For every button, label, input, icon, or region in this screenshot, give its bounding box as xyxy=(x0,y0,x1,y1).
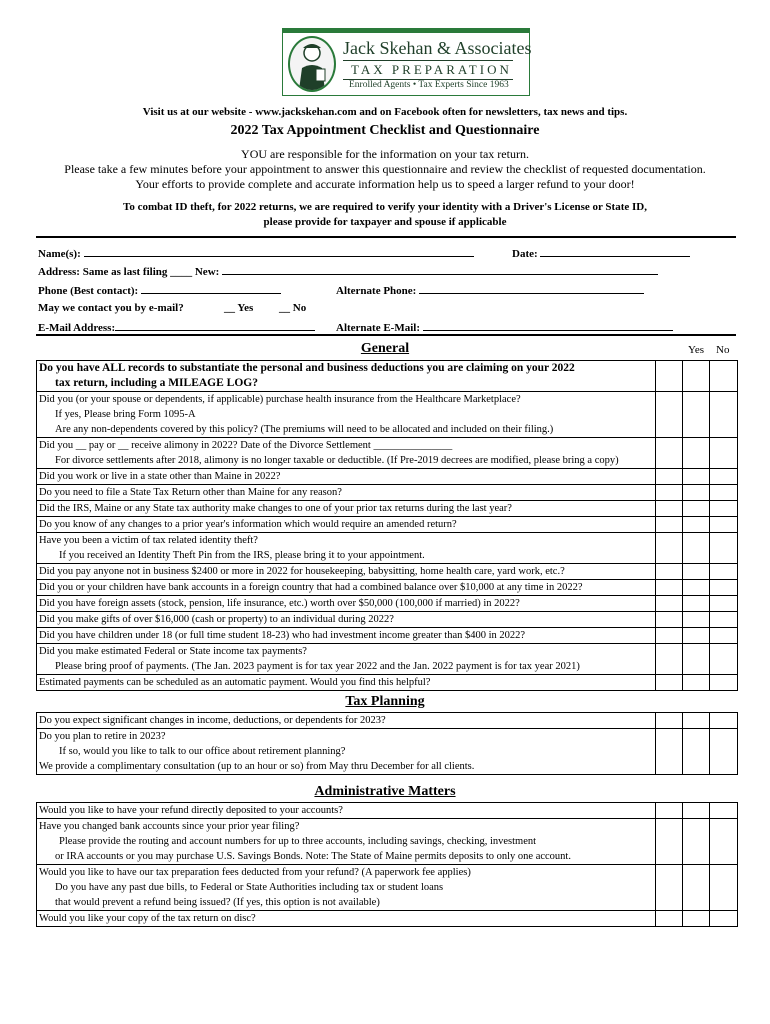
yes-checkbox[interactable] xyxy=(656,501,683,516)
email-yes-option[interactable]: __ Yes xyxy=(224,302,254,314)
question-text: Please provide the routing and account numbers for up to three accounts, including savings, checking, investment xyxy=(59,836,537,847)
question-text: Would you like your copy of the tax return on disc? xyxy=(39,913,256,924)
answer-boxes xyxy=(655,533,710,563)
question-row xyxy=(37,611,737,627)
answer-boxes xyxy=(655,392,710,437)
question-text: Would you like to have your refund directly deposited to your accounts? xyxy=(39,805,343,816)
general-table xyxy=(36,360,738,691)
date-field[interactable] xyxy=(540,246,690,257)
yes-column-header: Yes xyxy=(688,344,705,356)
section-title-admin: Administrative Matters xyxy=(314,784,456,799)
logo-rule xyxy=(343,60,513,61)
yes-checkbox[interactable] xyxy=(656,729,683,774)
answer-boxes xyxy=(655,501,710,516)
answer-boxes xyxy=(655,675,710,690)
names-label: Name(s): xyxy=(38,248,81,260)
question-text: Do you have any past due bills, to Federal or State Authorities including tax or student loans xyxy=(55,882,444,893)
yes-checkbox[interactable] xyxy=(656,628,683,643)
answer-boxes xyxy=(655,865,710,910)
website-line: Visit us at our website - www.jackskehan.com and on Facebook often for newsletters, tax news and tips. xyxy=(142,106,628,118)
email-question: May we contact you by e-mail? xyxy=(38,302,184,314)
question-text: Did you __ pay or __ receive alimony in 2022? Date of the Divorce Settlement _______________ xyxy=(39,440,453,451)
answer-boxes xyxy=(655,361,710,391)
answer-boxes xyxy=(655,485,710,500)
answer-boxes xyxy=(655,438,710,468)
question-text: that would prevent a refund being issued? (If yes, this option is not available) xyxy=(55,897,380,908)
question-text: Did you make gifts of over $16,000 (cash or property) to an individual during 2022? xyxy=(39,614,394,625)
intro-line: Please take a few minutes before your appointment to answer this questionnaire and review the checklist of requested documentation. xyxy=(64,162,706,176)
section-title-planning: Tax Planning xyxy=(345,694,425,709)
no-checkbox[interactable] xyxy=(683,438,710,468)
question-row xyxy=(37,361,737,391)
question-text: If yes, Please bring Form 1095-A xyxy=(55,409,196,420)
no-checkbox[interactable] xyxy=(683,865,710,910)
intro-line: Your efforts to provide complete and accurate information help us to speed a larger refund to your door! xyxy=(135,177,635,191)
answer-boxes xyxy=(655,517,710,532)
question-text: Have you been a victim of tax related identity theft? xyxy=(39,535,258,546)
answer-boxes xyxy=(655,803,710,818)
firm-name: Jack Skehan & Associates xyxy=(343,38,532,58)
question-text: Did the IRS, Maine or any State tax authority make changes to one of your prior tax returns during the last year? xyxy=(39,503,512,514)
question-text: If you received an Identity Theft Pin from the IRS, please bring it to your appointment. xyxy=(59,550,425,561)
question-row xyxy=(37,500,737,516)
answer-boxes xyxy=(655,911,710,926)
email-label: E-Mail Address: xyxy=(38,322,116,334)
no-checkbox[interactable] xyxy=(683,392,710,437)
logo-band xyxy=(283,29,529,33)
yes-checkbox[interactable] xyxy=(656,675,683,690)
question-row xyxy=(37,864,737,910)
question-row xyxy=(37,595,737,611)
question-row xyxy=(37,532,737,563)
question-text: Do you expect significant changes in income, deductions, or dependents for 2023? xyxy=(39,715,386,726)
yes-checkbox[interactable] xyxy=(656,612,683,627)
answer-boxes xyxy=(655,628,710,643)
no-checkbox[interactable] xyxy=(683,729,710,774)
question-text: tax return, including a MILEAGE LOG? xyxy=(55,377,258,389)
answer-boxes xyxy=(655,612,710,627)
question-text: Do you know of any changes to a prior year's information which would require an amended return? xyxy=(39,519,457,530)
question-row xyxy=(37,391,737,437)
question-text: Did you pay anyone not in business $2400 or more in 2022 for housekeeping, babysitting, home health care, yard work, etc.? xyxy=(39,566,565,577)
logo-figure-icon xyxy=(288,36,336,92)
address-label: Address: Same as last filing ____ New: xyxy=(38,266,220,278)
answer-boxes xyxy=(655,729,710,774)
no-checkbox[interactable] xyxy=(683,911,710,926)
no-checkbox[interactable] xyxy=(683,803,710,818)
question-row xyxy=(37,674,737,690)
question-text: Do you have ALL records to substantiate the personal and business deductions you are claiming on your 2022 xyxy=(39,362,575,374)
no-checkbox[interactable] xyxy=(683,628,710,643)
yes-checkbox[interactable] xyxy=(656,644,683,674)
question-text: Please bring proof of payments. (The Jan. 2023 payment is for tax year 2022 and the Jan. 2022 payment is for tax year 2021) xyxy=(55,661,580,672)
question-text: Did you have foreign assets (stock, pension, life insurance, etc.) worth over $50,000 (100,000 if married) in 2022? xyxy=(39,598,520,609)
address-field[interactable] xyxy=(222,264,658,275)
question-text: Did you work or live in a state other than Maine in 2022? xyxy=(39,471,281,482)
no-checkbox[interactable] xyxy=(683,580,710,595)
question-text: For divorce settlements after 2018, alimony is no longer taxable or deductible. (If Pre-2019 decrees are modified, please bring a copy) xyxy=(55,455,619,466)
alt-phone-field[interactable] xyxy=(419,283,644,294)
names-field[interactable] xyxy=(84,246,474,257)
email-no-option[interactable]: __ No xyxy=(279,302,307,314)
yes-checkbox[interactable] xyxy=(656,517,683,532)
id-notice: To combat ID theft, for 2022 returns, we are required to verify your identity with a Driver's License or State ID, xyxy=(123,201,647,213)
no-checkbox[interactable] xyxy=(683,469,710,484)
answer-boxes xyxy=(655,644,710,674)
yes-checkbox[interactable] xyxy=(656,596,683,611)
question-text: Did you have children under 18 (or full time student 18-23) who had investment income greater than $400 in 2022? xyxy=(39,630,526,641)
yes-checkbox[interactable] xyxy=(656,533,683,563)
phone-field[interactable] xyxy=(141,283,281,294)
firm-logo xyxy=(282,28,530,96)
question-row xyxy=(37,910,737,926)
question-row xyxy=(37,468,737,484)
alt-phone-label: Alternate Phone: xyxy=(336,285,417,297)
answer-boxes xyxy=(655,469,710,484)
yes-checkbox[interactable] xyxy=(656,469,683,484)
question-row xyxy=(37,818,737,864)
firm-subtagline: Enrolled Agents • Tax Experts Since 1963 xyxy=(349,80,509,90)
no-checkbox[interactable] xyxy=(683,533,710,563)
question-text: Do you need to file a State Tax Return other than Maine for any reason? xyxy=(39,487,342,498)
admin-table xyxy=(36,802,738,927)
answer-boxes xyxy=(655,564,710,579)
section-title-general: General xyxy=(360,341,410,356)
yes-checkbox[interactable] xyxy=(656,392,683,437)
yes-checkbox[interactable] xyxy=(656,361,683,391)
no-checkbox[interactable] xyxy=(683,485,710,500)
question-text: Are any non-dependents covered by this policy? (The premiums will need to be allocated and included on their filing.) xyxy=(55,424,554,435)
phone-label: Phone (Best contact): xyxy=(38,285,139,297)
answer-boxes xyxy=(655,596,710,611)
id-notice: please provide for taxpayer and spouse if applicable xyxy=(263,216,507,228)
no-checkbox[interactable] xyxy=(683,819,710,864)
yes-checkbox[interactable] xyxy=(656,819,683,864)
question-text: If so, would you like to talk to our office about retirement planning? xyxy=(59,746,346,757)
question-row xyxy=(37,643,737,674)
date-label: Date: xyxy=(512,248,538,260)
yes-checkbox[interactable] xyxy=(656,580,683,595)
yes-checkbox[interactable] xyxy=(656,803,683,818)
question-row xyxy=(37,728,737,774)
no-checkbox[interactable] xyxy=(683,644,710,674)
yes-checkbox[interactable] xyxy=(656,713,683,728)
yes-checkbox[interactable] xyxy=(656,564,683,579)
question-row xyxy=(37,627,737,643)
yes-checkbox[interactable] xyxy=(656,911,683,926)
no-checkbox[interactable] xyxy=(683,713,710,728)
yes-checkbox[interactable] xyxy=(656,438,683,468)
intro-line: YOU are responsible for the information on your tax return. xyxy=(241,147,529,161)
no-checkbox[interactable] xyxy=(683,361,710,391)
answer-boxes xyxy=(655,819,710,864)
contact-section xyxy=(36,236,736,336)
question-text: or IRA accounts or you may purchase U.S. Savings Bonds. Note: The State of Maine permits deposits to only one account. xyxy=(55,851,571,862)
no-checkbox[interactable] xyxy=(683,675,710,690)
alt-email-field[interactable] xyxy=(423,320,673,331)
page-title: 2022 Tax Appointment Checklist and Questionnaire xyxy=(230,123,540,138)
no-checkbox[interactable] xyxy=(683,501,710,516)
firm-tagline: TAX PREPARATION xyxy=(351,62,512,77)
question-row xyxy=(37,803,737,818)
question-text: Would you like to have our tax preparation fees deducted from your refund? (A paperwork fee applies) xyxy=(39,867,471,878)
question-text: Did you (or your spouse or dependents, if applicable) purchase health insurance from the Healthcare Marketplace? xyxy=(39,394,521,405)
alt-email-label: Alternate E-Mail: xyxy=(336,322,420,334)
no-checkbox[interactable] xyxy=(683,596,710,611)
no-checkbox[interactable] xyxy=(683,517,710,532)
yes-checkbox[interactable] xyxy=(656,865,683,910)
question-text: Estimated payments can be scheduled as an automatic payment. Would you find this helpful? xyxy=(39,677,431,688)
no-checkbox[interactable] xyxy=(683,564,710,579)
question-row xyxy=(37,579,737,595)
email-field[interactable] xyxy=(115,320,315,331)
no-column-header: No xyxy=(716,344,730,356)
answer-boxes xyxy=(655,580,710,595)
question-row xyxy=(37,484,737,500)
planning-table xyxy=(36,712,738,775)
question-text: We provide a complimentary consultation (up to an hour or so) from May thru December for all clients. xyxy=(39,761,475,772)
question-row xyxy=(37,437,737,468)
question-text: Did you or your children have bank accounts in a foreign country that had a combined balance over $10,000 at any time in 2022? xyxy=(39,582,583,593)
question-row xyxy=(37,563,737,579)
no-checkbox[interactable] xyxy=(683,612,710,627)
question-row xyxy=(37,713,737,728)
yes-checkbox[interactable] xyxy=(656,485,683,500)
question-row xyxy=(37,516,737,532)
question-text: Do you plan to retire in 2023? xyxy=(39,731,166,742)
question-text: Did you make estimated Federal or State income tax payments? xyxy=(39,646,307,657)
answer-boxes xyxy=(655,713,710,728)
question-text: Have you changed bank accounts since your prior year filing? xyxy=(39,821,300,832)
